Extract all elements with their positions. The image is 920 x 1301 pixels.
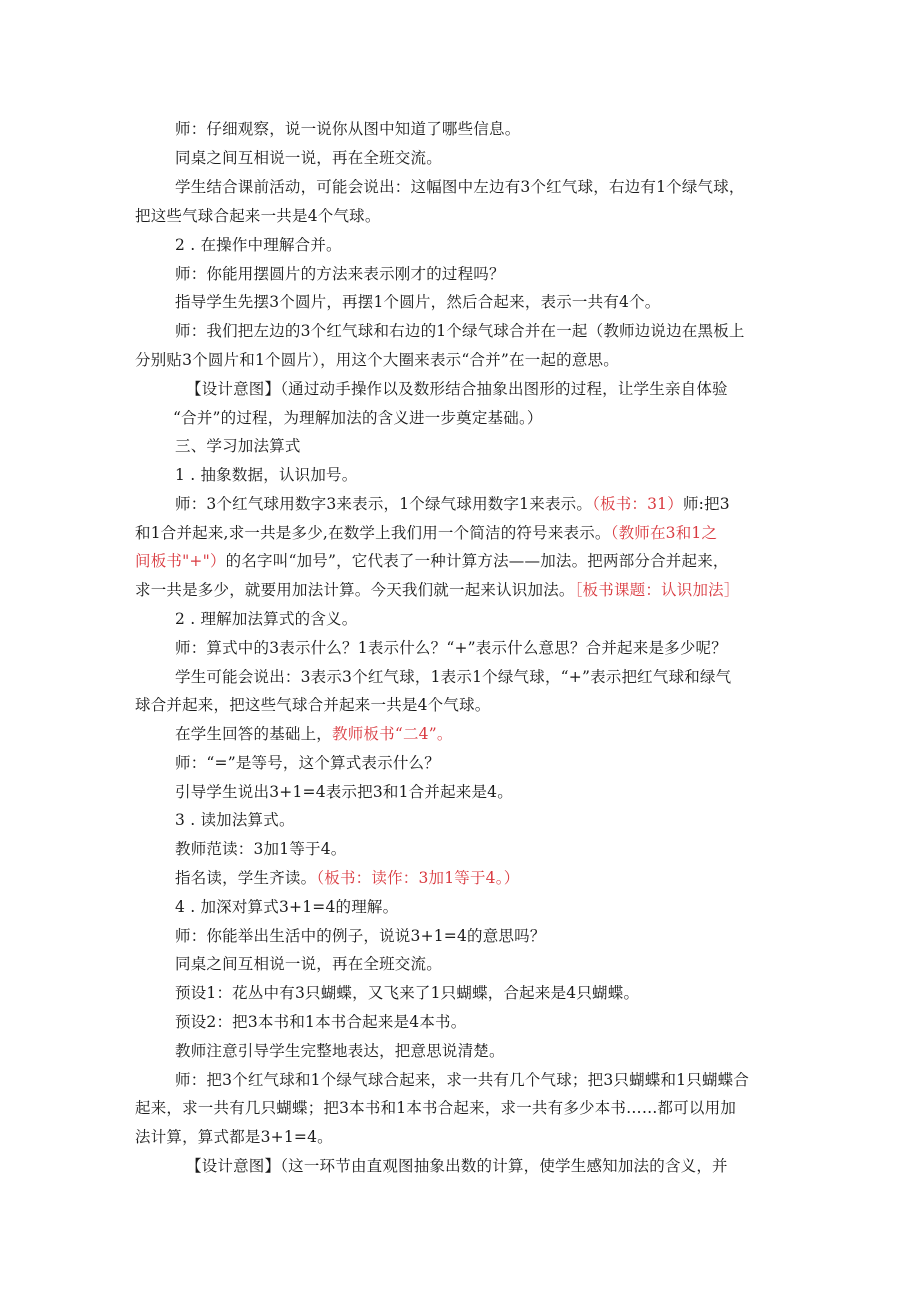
text-span: 把这些气球合起来一共是4个气球。	[135, 207, 381, 225]
text-line	[175, 177, 745, 197]
section-heading	[175, 235, 342, 255]
section-heading	[175, 436, 301, 456]
text-span: 师：“=”是等号，这个算式表示什么？	[175, 754, 440, 772]
text-line	[175, 753, 440, 773]
text-span: 求一共是多少，就要用加法计算。今天我们就一起来认识加法。	[135, 581, 575, 599]
board-note: （教师在3和1之	[610, 524, 718, 542]
text-line	[135, 1127, 333, 1147]
text-span: 师：仔细观察，说一说你从图中知道了哪些信息。	[175, 120, 521, 138]
text-line	[175, 839, 347, 859]
text-span: 教师范读：3加1等于4。	[175, 840, 347, 858]
text-span: 学生结合课前活动，可能会说出：这幅图中左边有3个红气球，右边有1个绿气球，	[175, 178, 745, 196]
text-span: 师：3个红气球用数字3来表示，1个绿气球用数字1来表示。	[175, 495, 593, 513]
text-line	[175, 292, 661, 312]
text-line	[175, 1012, 466, 1032]
board-note: ［板书课题：认识加法］	[574, 581, 740, 599]
text-span: 起来，求一共有几只蝴蝶；把3本书和1本书合起来，求一共有多少本书……都可以用加	[135, 1099, 737, 1117]
text-span: 【设计意图】（这一环节由直观图抽象出数的计算，使学生感知加法的含义，并	[186, 1157, 728, 1175]
section-heading	[175, 465, 357, 485]
text-line	[175, 148, 442, 168]
board-note: （板书：31）	[592, 495, 683, 513]
text-line	[175, 983, 639, 1003]
text-span: 指导学生先摆3个圆片，再摆1个圆片，然后合起来，表示一共有4个。	[175, 293, 661, 311]
text-span: 3 . 读加法算式。	[175, 811, 295, 829]
text-line	[135, 695, 490, 715]
text-span: 同桌之间互相说一说，再在全班交流。	[175, 149, 442, 167]
text-line	[135, 206, 381, 226]
text-span: 在学生回答的基础上，	[175, 725, 333, 743]
text-line	[175, 321, 745, 341]
text-span: 和1合并起来,求一共是多少,在数学上我们用一个简洁的符号来表示。	[135, 524, 611, 542]
design-intent-line	[186, 1156, 728, 1176]
text-span: 分别贴3个圆片和1个圆片），用这个大圈来表示“合并”在一起的意思。	[135, 351, 619, 369]
text-span: 预设1：花丛中有3只蝴蝶，又飞来了1只蝴蝶，合起来是4只蝴蝶。	[175, 984, 640, 1002]
text-span: 【设计意图】（通过动手操作以及数形结合抽象出图形的过程，让学生亲自体验	[186, 380, 728, 398]
text-span: “合并”的过程，为理解加法的含义进一步奠定基础。）	[173, 409, 543, 427]
text-line	[135, 580, 740, 600]
text-span: 2 . 在操作中理解合并。	[175, 236, 342, 254]
text-span: 指名读，学生齐读。	[175, 869, 317, 887]
text-line	[175, 264, 505, 284]
section-heading	[175, 609, 357, 629]
text-line	[175, 1070, 749, 1090]
section-heading	[175, 897, 398, 917]
text-span: 师：你能举出生活中的例子，说说3+1=4的意思吗？	[175, 927, 546, 945]
text-line	[175, 638, 727, 658]
text-line	[135, 551, 729, 571]
text-span: 的名字叫“加号”，它代表了一种计算方法——加法。把两部分合并起来，	[225, 552, 729, 570]
text-line	[175, 724, 453, 744]
text-span: 法计算，算式都是3+1=4。	[135, 1128, 333, 1146]
text-line	[175, 868, 519, 888]
text-span: 师：把3个红气球和1个绿气球合起来，求一共有几个气球；把3只蝴蝶和1只蝴蝶合	[175, 1071, 750, 1089]
text-span: 学生可能会说出：3表示3个红气球，1表示1个绿气球，“+”表示把红气球和绿气	[175, 668, 732, 686]
text-span: 1 . 抽象数据，认识加号。	[175, 466, 358, 484]
text-line	[135, 1098, 736, 1118]
text-span: 师：你能用摆圆片的方法来表示刚才的过程吗？	[175, 265, 505, 283]
text-line	[135, 523, 717, 543]
text-line	[175, 494, 730, 514]
text-line	[173, 408, 543, 428]
text-span: 师：算式中的3表示什么？1表示什么？“+”表示什么意思？合并起来是多少呢？	[175, 639, 727, 657]
text-span: 教师注意引导学生完整地表达，把意思说清楚。	[175, 1042, 505, 1060]
text-line	[175, 119, 520, 139]
text-line	[135, 350, 619, 370]
text-span: 预设2：把3本书和1本书合起来是4本书。	[175, 1013, 467, 1031]
board-note: 教师板书“二4”。	[332, 725, 453, 743]
text-line	[175, 667, 731, 687]
text-line	[175, 926, 546, 946]
text-span: 师：我们把左边的3个红气球和右边的1个绿气球合并在一起（教师边说边在黑板上	[175, 322, 745, 340]
board-note: （板书：读作：3加1等于4。）	[316, 869, 520, 887]
text-span: 2 . 理解加法算式的含义。	[175, 610, 358, 628]
text-line	[175, 1041, 505, 1061]
text-span: 师:把3	[682, 495, 730, 513]
text-span: 引导学生说出3+1=4表示把3和1合并起来是4。	[175, 783, 513, 801]
design-intent-line	[186, 379, 728, 399]
text-span: 4 . 加深对算式3+1=4的理解。	[175, 898, 399, 916]
text-span: 三、学习加法算式	[175, 437, 301, 455]
board-note: 间板书"+"）	[135, 552, 226, 570]
section-heading	[175, 810, 295, 830]
text-line	[175, 782, 513, 802]
text-line	[175, 954, 442, 974]
text-span: 同桌之间互相说一说，再在全班交流。	[175, 955, 442, 973]
text-span: 球合并起来，把这些气球合并起来一共是4个气球。	[135, 696, 491, 714]
